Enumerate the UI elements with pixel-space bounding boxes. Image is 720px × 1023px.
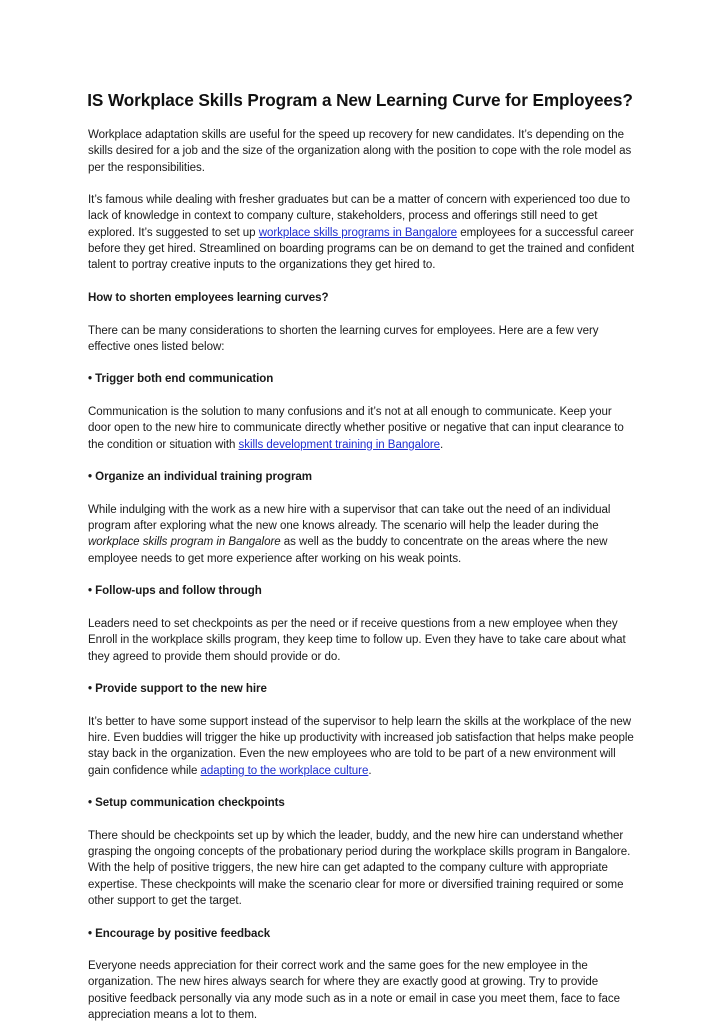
point-text-part: It’s better to have some support instead of the supervisor to help learn the skills at the workplace of the new hire. Even buddies will trigger the hike up productivity with increased job satisfaction that helps make people stay back in the organization. Even the new employees who are told to be part of a new environment will gain confidence while: [88, 715, 634, 777]
point-text: [88, 404, 636, 453]
document-title: IS Workplace Skills Program a New Learning Curve for Employees?: [87, 90, 633, 110]
point-text-part: .: [440, 438, 444, 451]
point-heading: • Follow-ups and follow through: [88, 585, 262, 598]
italic-phrase: workplace skills program in Bangalore: [88, 536, 281, 549]
point-text: [88, 502, 636, 567]
point-text-part: as well as the buddy to concentrate on the areas where the new employee needs to get more experience after working on his weak points.: [88, 536, 608, 565]
intro-paragraph: Workplace adaptation skills are useful for the speed up recovery for new candidates. It’s depending on the skills desired for a job and the size of the organization along with the position to cope with the role model as per the responsibilities.: [88, 129, 632, 174]
point-text-part: .: [368, 764, 372, 777]
skills-development-training-link[interactable]: skills development training in Bangalore: [238, 438, 441, 451]
paragraph-text: It’s famous while dealing with fresher graduates but can be a matter of concern with experienced too due to lack of knowledge in context to company culture, stakeholders, process and offerings still need to get explored. It’s suggested to set up: [88, 194, 630, 239]
workplace-skills-programs-link[interactable]: workplace skills programs in Bangalore: [258, 226, 458, 239]
point-text-part: Communication is the solution to many confusions and it’s not at all enough to communicate. Keep your door open to the new hire to communicate directly whether positive or negative that can input clearance to the condition or situation with: [88, 406, 624, 451]
section-intro: There can be many considerations to shorten the learning curves for employees. Here are a few very effective ones listed below:: [88, 324, 599, 353]
point-heading: • Trigger both end communication: [88, 373, 274, 386]
point-heading: • Provide support to the new hire: [88, 683, 267, 696]
adapting-workplace-culture-link[interactable]: adapting to the workplace culture: [200, 764, 369, 777]
point-text: [88, 714, 636, 779]
point-heading: • Encourage by positive feedback: [88, 927, 271, 940]
document-body: [88, 127, 636, 1023]
section-heading: How to shorten employees learning curves?: [88, 291, 329, 304]
point-text: Everyone needs appreciation for their correct work and the same goes for the new employee in the organization. The new hires always search for where they are exactly good at growing. Try to provide positive feedback personally via any mode such as in a note or email in case you meet them, face to face appreciation means a lot to them.: [88, 960, 621, 1022]
point-text: There should be checkpoints set up by which the leader, buddy, and the new hire can understand whether grasping the ongoing concepts of the probationary period during the workplace skills program in Bangalore. With the help of positive triggers, the new hire can get adapted to the company culture with appropriate expertise. These checkpoints will make the scenario clear for more or diversified training required or some other support to get the target.: [88, 829, 631, 907]
point-heading: • Organize an individual training program: [88, 471, 312, 484]
paragraph-company-culture: [88, 192, 636, 273]
point-text: Leaders need to set checkpoints as per the need or if receive questions from a new employee when they Enroll in the workplace skills program, they keep time to follow up. Even they have to take care about what they agreed to provide them should provide or do.: [88, 617, 626, 663]
paragraph-text: employees for a successful career before they get hired. Streamlined on boarding programs can be on demand to get the trained and confident talent to portray creative inputs to the organizations they get hired to.: [88, 226, 635, 272]
point-heading: • Setup communication checkpoints: [88, 797, 285, 810]
point-text-part: While indulging with the work as a new hire with a supervisor that can take out the need of an individual program after exploring what the new one knows already. The scenario will help the leader during the: [88, 503, 611, 533]
